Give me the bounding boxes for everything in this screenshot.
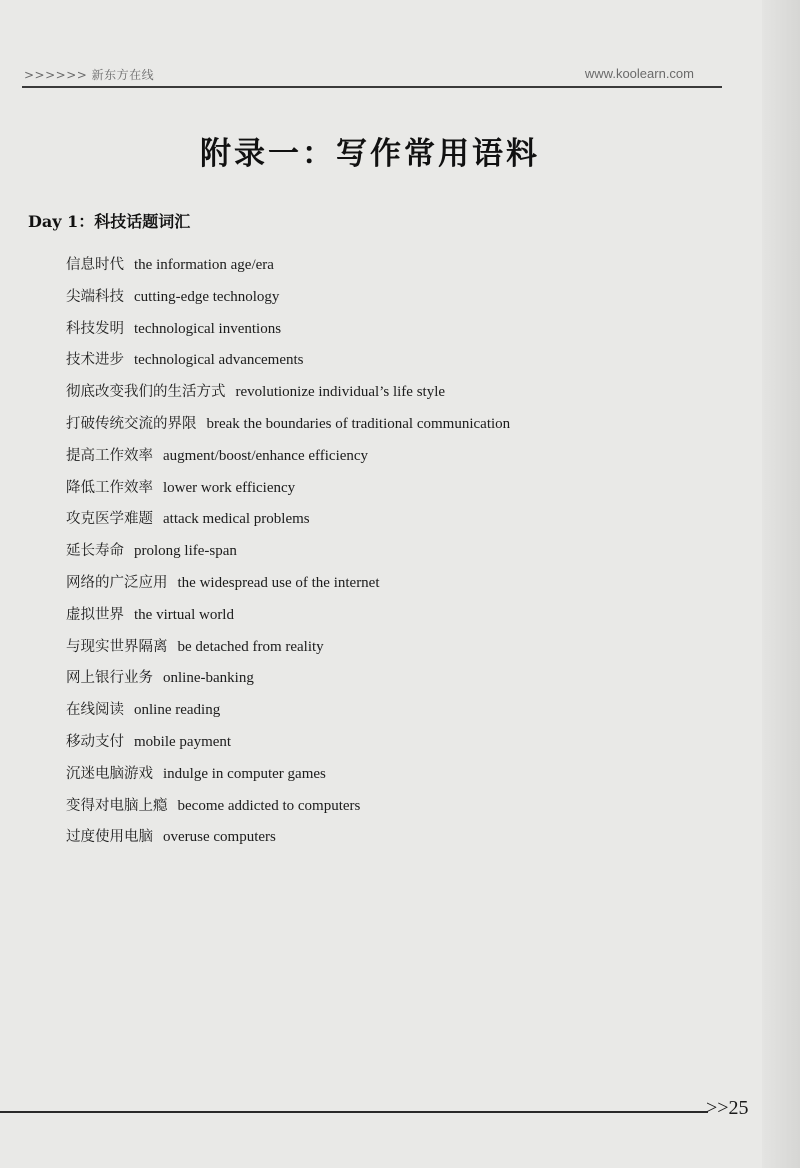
term-english: mobile payment xyxy=(134,733,232,750)
term-english: technological advancements xyxy=(134,352,304,369)
list-item xyxy=(66,411,510,443)
list-item xyxy=(66,379,510,411)
term-english: cutting-edge technology xyxy=(134,288,280,305)
list-item xyxy=(66,793,510,825)
footer-divider xyxy=(0,1111,708,1113)
page-header xyxy=(22,64,722,86)
term-chinese: 彻底改变我们的生活方式 xyxy=(66,384,226,401)
term-chinese: 沉迷电脑游戏 xyxy=(66,765,153,782)
term-english: become addicted to computers xyxy=(177,797,361,814)
term-chinese: 尖端科技 xyxy=(66,288,124,305)
list-item xyxy=(66,252,510,284)
term-chinese: 在线阅读 xyxy=(66,702,124,719)
list-item xyxy=(66,506,510,538)
section-day-label: Day 1： xyxy=(28,212,95,231)
term-chinese: 虚拟世界 xyxy=(66,606,124,623)
term-chinese: 技术进步 xyxy=(66,352,124,369)
term-english: technological inventions xyxy=(134,320,282,337)
list-item xyxy=(66,570,510,602)
list-item xyxy=(66,729,510,761)
term-english: the widespread use of the internet xyxy=(177,574,380,591)
header-divider xyxy=(22,86,722,88)
list-item xyxy=(66,634,510,666)
term-chinese: 移动支付 xyxy=(66,733,124,750)
term-chinese: 网上银行业务 xyxy=(66,670,153,687)
term-english: lower work efficiency xyxy=(163,479,296,496)
section-topic-label: 科技话题词汇 xyxy=(94,212,191,231)
term-chinese: 降低工作效率 xyxy=(66,479,153,496)
term-chinese: 与现实世界隔离 xyxy=(66,638,168,655)
term-english: the virtual world xyxy=(134,606,234,623)
term-english: online reading xyxy=(134,702,221,719)
list-item xyxy=(66,347,510,379)
term-chinese: 变得对电脑上瘾 xyxy=(66,797,168,814)
term-english: augment/boost/enhance efficiency xyxy=(163,447,369,464)
vocabulary-list xyxy=(66,252,510,856)
list-item xyxy=(66,697,510,729)
term-english: indulge in computer games xyxy=(163,765,326,782)
term-english: break the boundaries of traditional communication xyxy=(206,415,511,432)
term-chinese: 延长寿命 xyxy=(66,543,124,560)
term-english: attack medical problems xyxy=(163,511,310,528)
term-chinese: 信息时代 xyxy=(66,257,124,273)
list-item xyxy=(66,443,510,475)
term-english: overuse computers xyxy=(163,829,276,846)
list-item xyxy=(66,665,510,697)
list-item xyxy=(66,824,510,856)
term-chinese: 网络的广泛应用 xyxy=(66,574,168,591)
term-english: the information age/era xyxy=(134,257,274,273)
list-item xyxy=(66,761,510,793)
term-chinese: 攻克医学难题 xyxy=(66,511,153,528)
term-chinese: 打破传统交流的界限 xyxy=(66,415,197,432)
page-edge-shadow xyxy=(762,0,800,1168)
list-item xyxy=(66,538,510,570)
header-brand-text: >>>>>> 新东方在线 xyxy=(24,68,155,82)
list-item xyxy=(66,475,510,507)
term-english: online-banking xyxy=(163,670,254,687)
term-english: be detached from reality xyxy=(177,638,324,655)
term-chinese: 提高工作效率 xyxy=(66,447,153,464)
header-website-text: www.koolearn.com xyxy=(584,66,694,81)
section-heading xyxy=(28,209,190,232)
page-number: >>25 xyxy=(706,1097,749,1119)
page-title: 附录一：写作常用语料 xyxy=(200,136,540,172)
list-item xyxy=(66,602,510,634)
term-english: prolong life-span xyxy=(134,543,237,560)
term-chinese: 科技发明 xyxy=(66,320,124,337)
list-item xyxy=(66,316,510,348)
term-chinese: 过度使用电脑 xyxy=(66,829,153,846)
term-english: revolutionize individual’s life style xyxy=(235,384,446,401)
list-item xyxy=(66,284,510,316)
